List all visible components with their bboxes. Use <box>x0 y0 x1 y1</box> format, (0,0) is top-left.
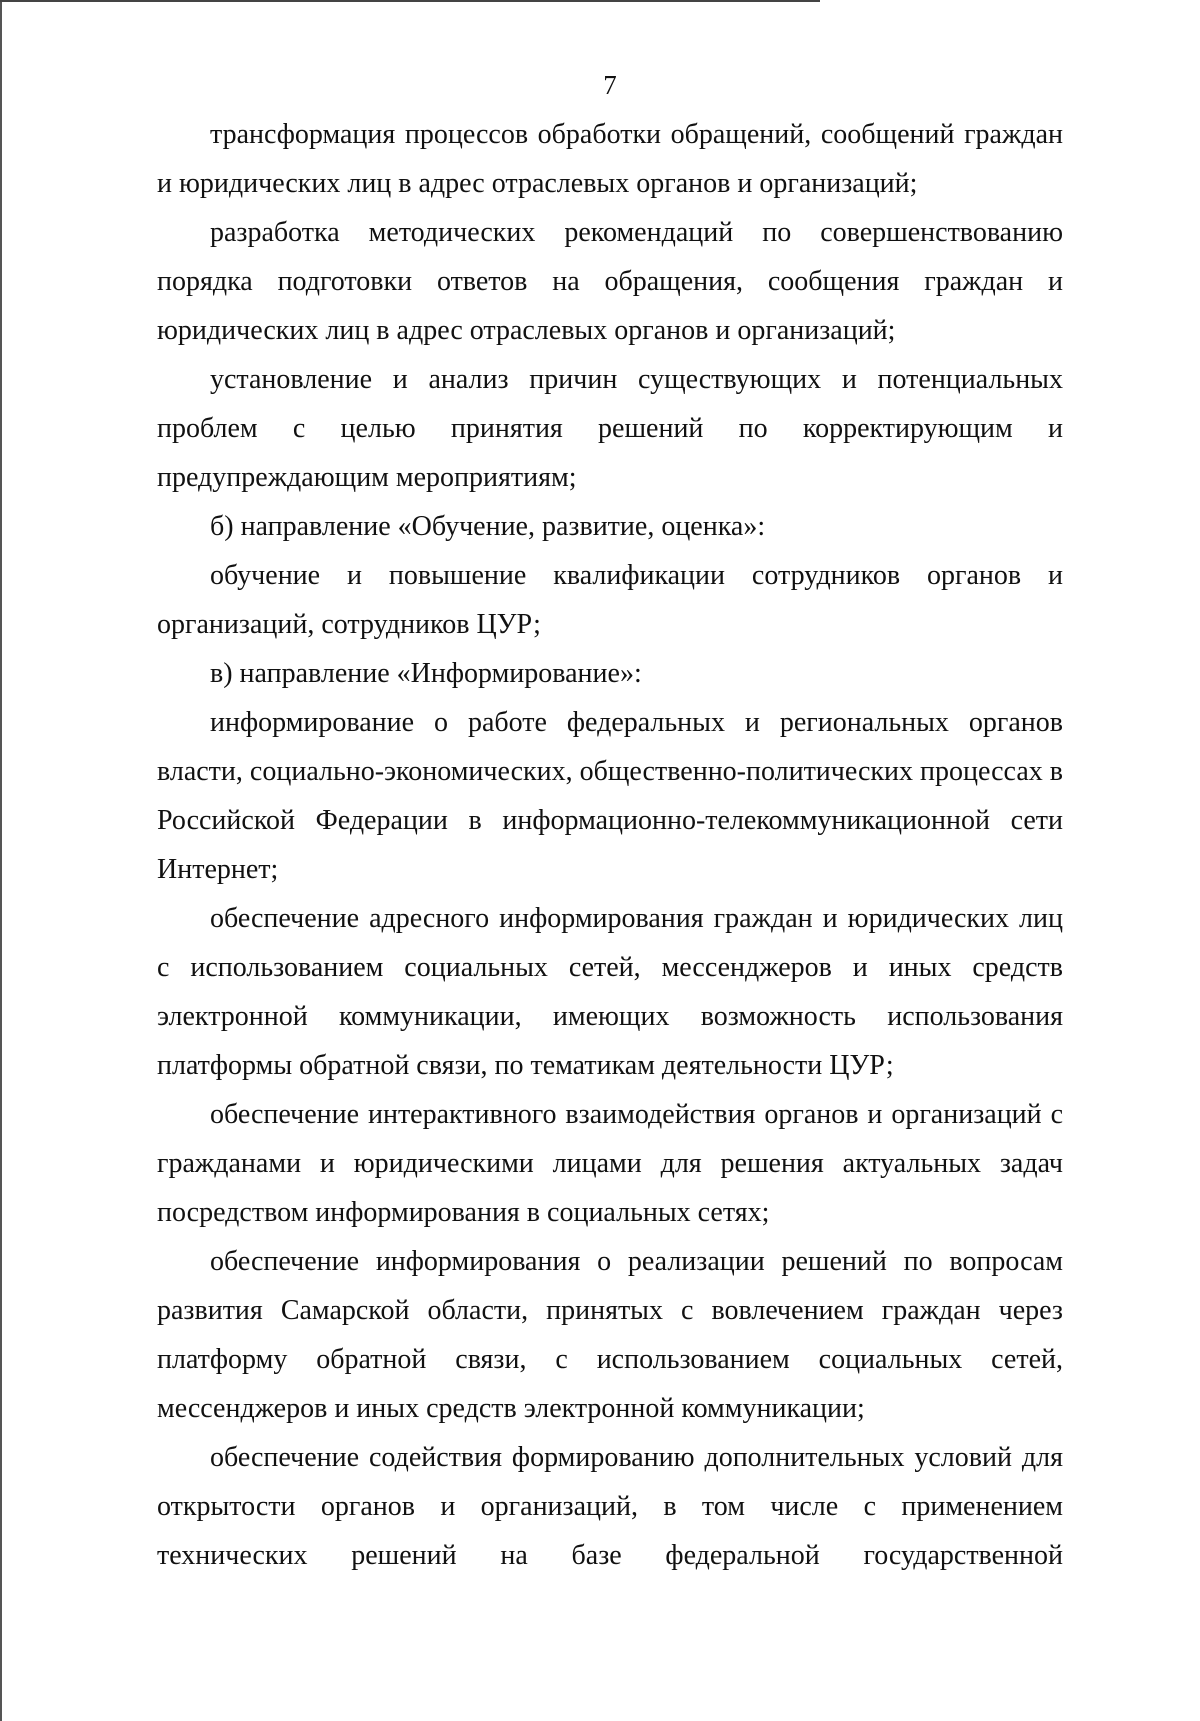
paragraph-6: в) направление «Информирование»: <box>210 658 642 689</box>
paragraph-1: трансформация процессов обработки обращений, сообщений граждан и юридических лиц в адрес отраслевых органов и организаций; <box>157 119 1063 199</box>
paragraph-3: установление и анализ причин существующих и потенциальных проблем с целью принятия решений по корректирующим и предупреждающим мероприятиям; <box>157 364 1063 493</box>
paragraph-9: обеспечение интерактивного взаимодействия органов и организаций с гражданами и юридическими лицами для решения актуальных задач посредством информирования в социальных сетях; <box>157 1099 1063 1228</box>
paragraph-4: б) направление «Обучение, развитие, оценка»: <box>210 511 766 542</box>
document-body <box>157 110 1063 1580</box>
paragraph-5: обучение и повышение квалификации сотрудников органов и организаций, сотрудников ЦУР; <box>157 560 1063 640</box>
paragraph-10: обеспечение информирования о реализации решений по вопросам развития Самарской области, принятых с вовлечением граждан через платформу обратной связи, с использованием социальных сетей, мессенджеров и иных средств электронной коммуникации; <box>157 1246 1063 1424</box>
scan-edge-top <box>0 0 820 2</box>
paragraph-7: информирование о работе федеральных и региональных органов власти, социально-экономических, общественно-политических процессах в Российской Федерации в информационно-телекоммуникационной сети Интернет; <box>157 707 1063 885</box>
paragraph-8: обеспечение адресного информирования граждан и юридических лиц с использованием социальных сетей, мессенджеров и иных средств электронной коммуникации, имеющих возможность использования платформы обратной связи, по тематикам деятельности ЦУР; <box>157 903 1063 1081</box>
page-number: 7 <box>603 70 617 100</box>
paragraph-2: разработка методических рекомендаций по совершенствованию порядка подготовки ответов на обращения, сообщения граждан и юридических лиц в адрес отраслевых органов и организаций; <box>157 217 1063 346</box>
scan-edge-left <box>0 0 2 1721</box>
paragraph-11: обеспечение содействия формированию дополнительных условий для открытости органов и организаций, в том числе с применением технических решений на базе федеральной государственной <box>157 1442 1063 1571</box>
